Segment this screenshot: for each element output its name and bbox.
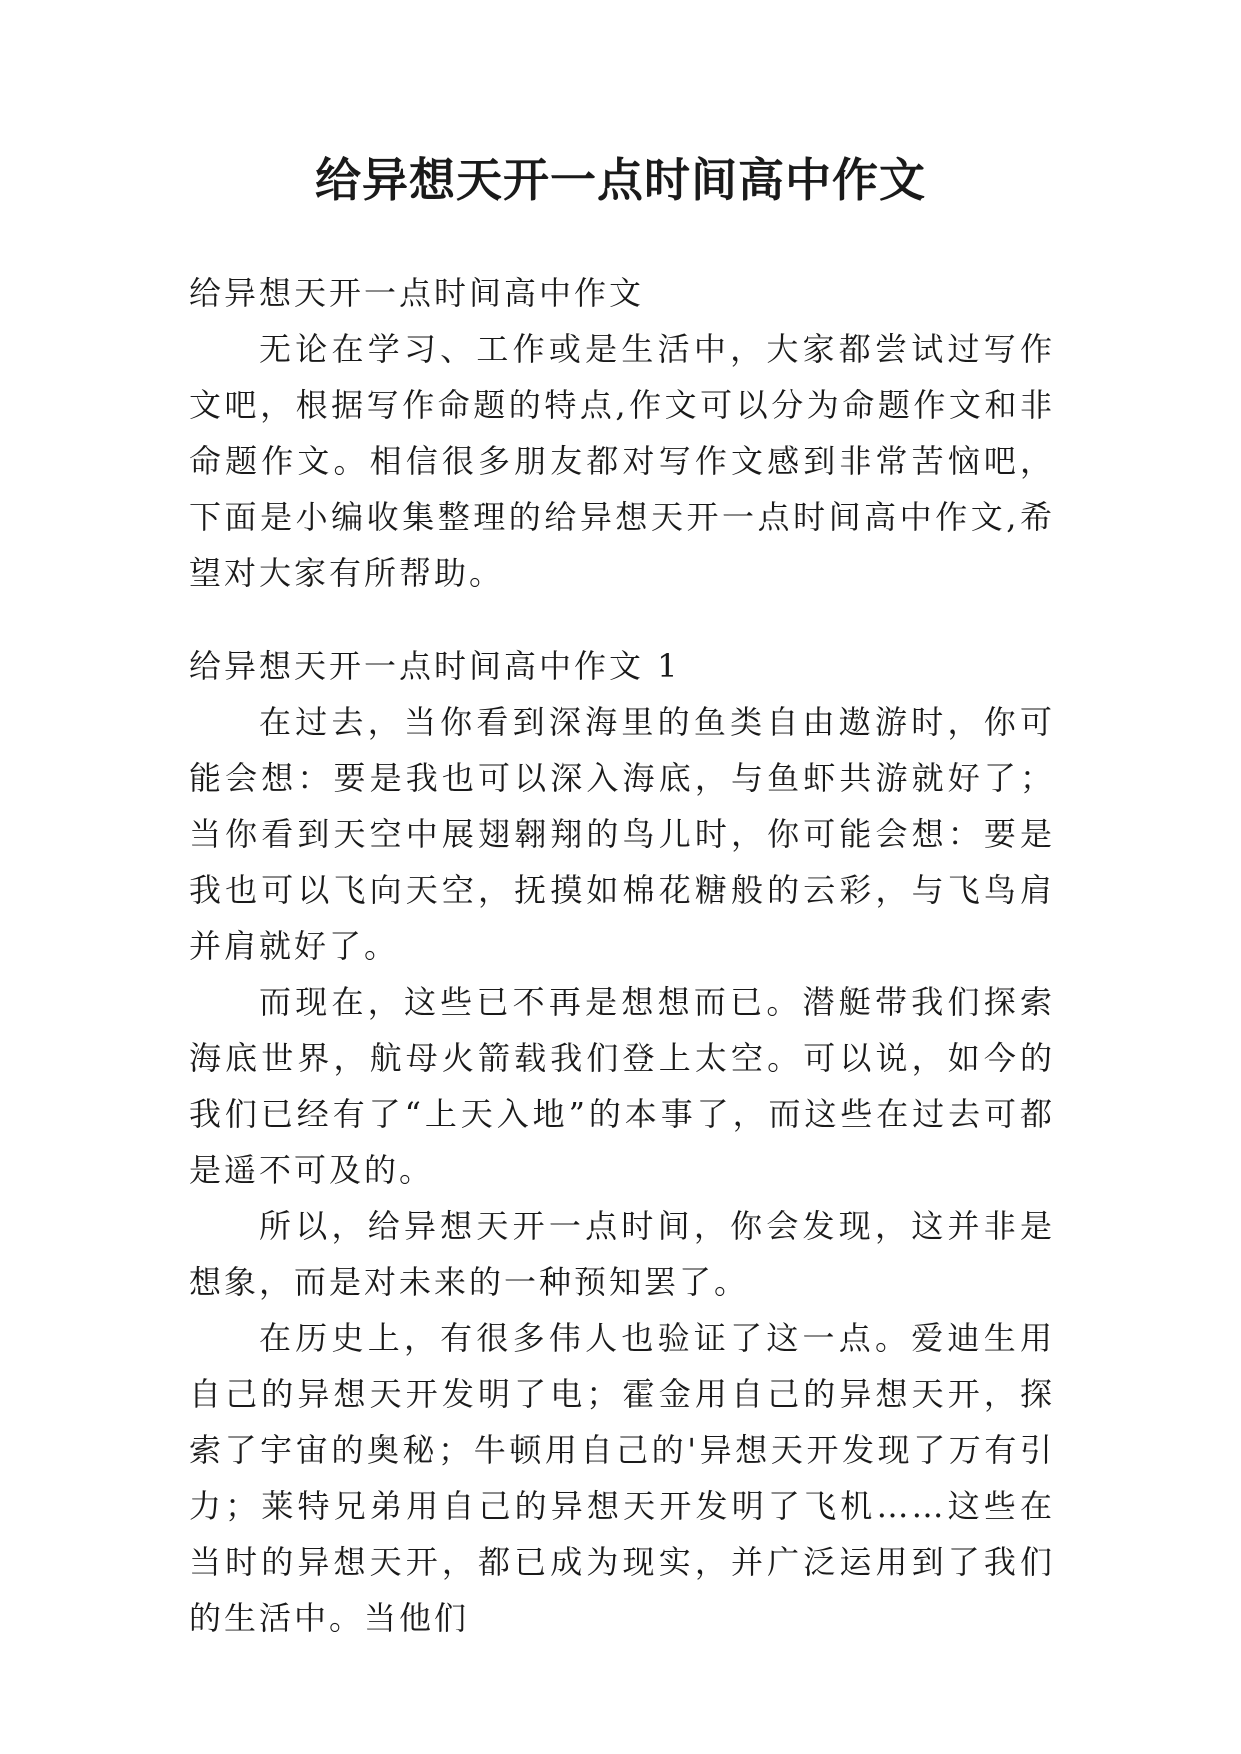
document-title: 给异想天开一点时间高中作文 (315, 153, 926, 207)
section-1-paragraph-3: 所以，给异想天开一点时间，你会发现，这并非是想象，而是对未来的一种预知罢了。 (189, 1207, 1055, 1301)
intro-block (189, 265, 1055, 601)
intro-paragraph: 无论在学习、工作或是生活中，大家都尝试过写作文吧，根据写作命题的特点,作文可以分为命题作文和非命题作文。相信很多朋友都对写作文感到非常苦恼吧，下面是小编收集整理的给异想天开一点时间高中作文,希望对大家有所帮助。 (189, 330, 1055, 592)
section-1-paragraph-2: 而现在，这些已不再是想想而已。潜艇带我们探索海底世界，航母火箭载我们登上太空。可以说，如今的我们已经有了“上天入地”的本事了，而这些在过去可都是遥不可及的。 (189, 983, 1055, 1189)
section-1-heading: 给异想天开一点时间高中作文 1 (189, 647, 681, 685)
section-1-paragraph-1: 在过去，当你看到深海里的鱼类自由遨游时，你可能会想：要是我也可以深入海底，与鱼虾共游就好了；当你看到天空中展翅翱翔的鸟儿时，你可能会想：要是我也可以飞向天空，抚摸如棉花糖般的云彩，与飞鸟肩并肩就好了。 (189, 703, 1055, 965)
section-1-paragraph-4: 在历史上，有很多伟人也验证了这一点。爱迪生用自己的异想天开发明了电；霍金用自己的异想天开，探索了宇宙的奥秘；牛顿用自己的'异想天开发现了万有引力；莱特兄弟用自己的异想天开发明了飞机……这些在当时的异想天开，都已成为现实，并广泛运用到了我们的生活中。当他们 (189, 1319, 1055, 1637)
section-1-block (189, 638, 1055, 1646)
intro-heading: 给异想天开一点时间高中作文 (189, 274, 645, 312)
